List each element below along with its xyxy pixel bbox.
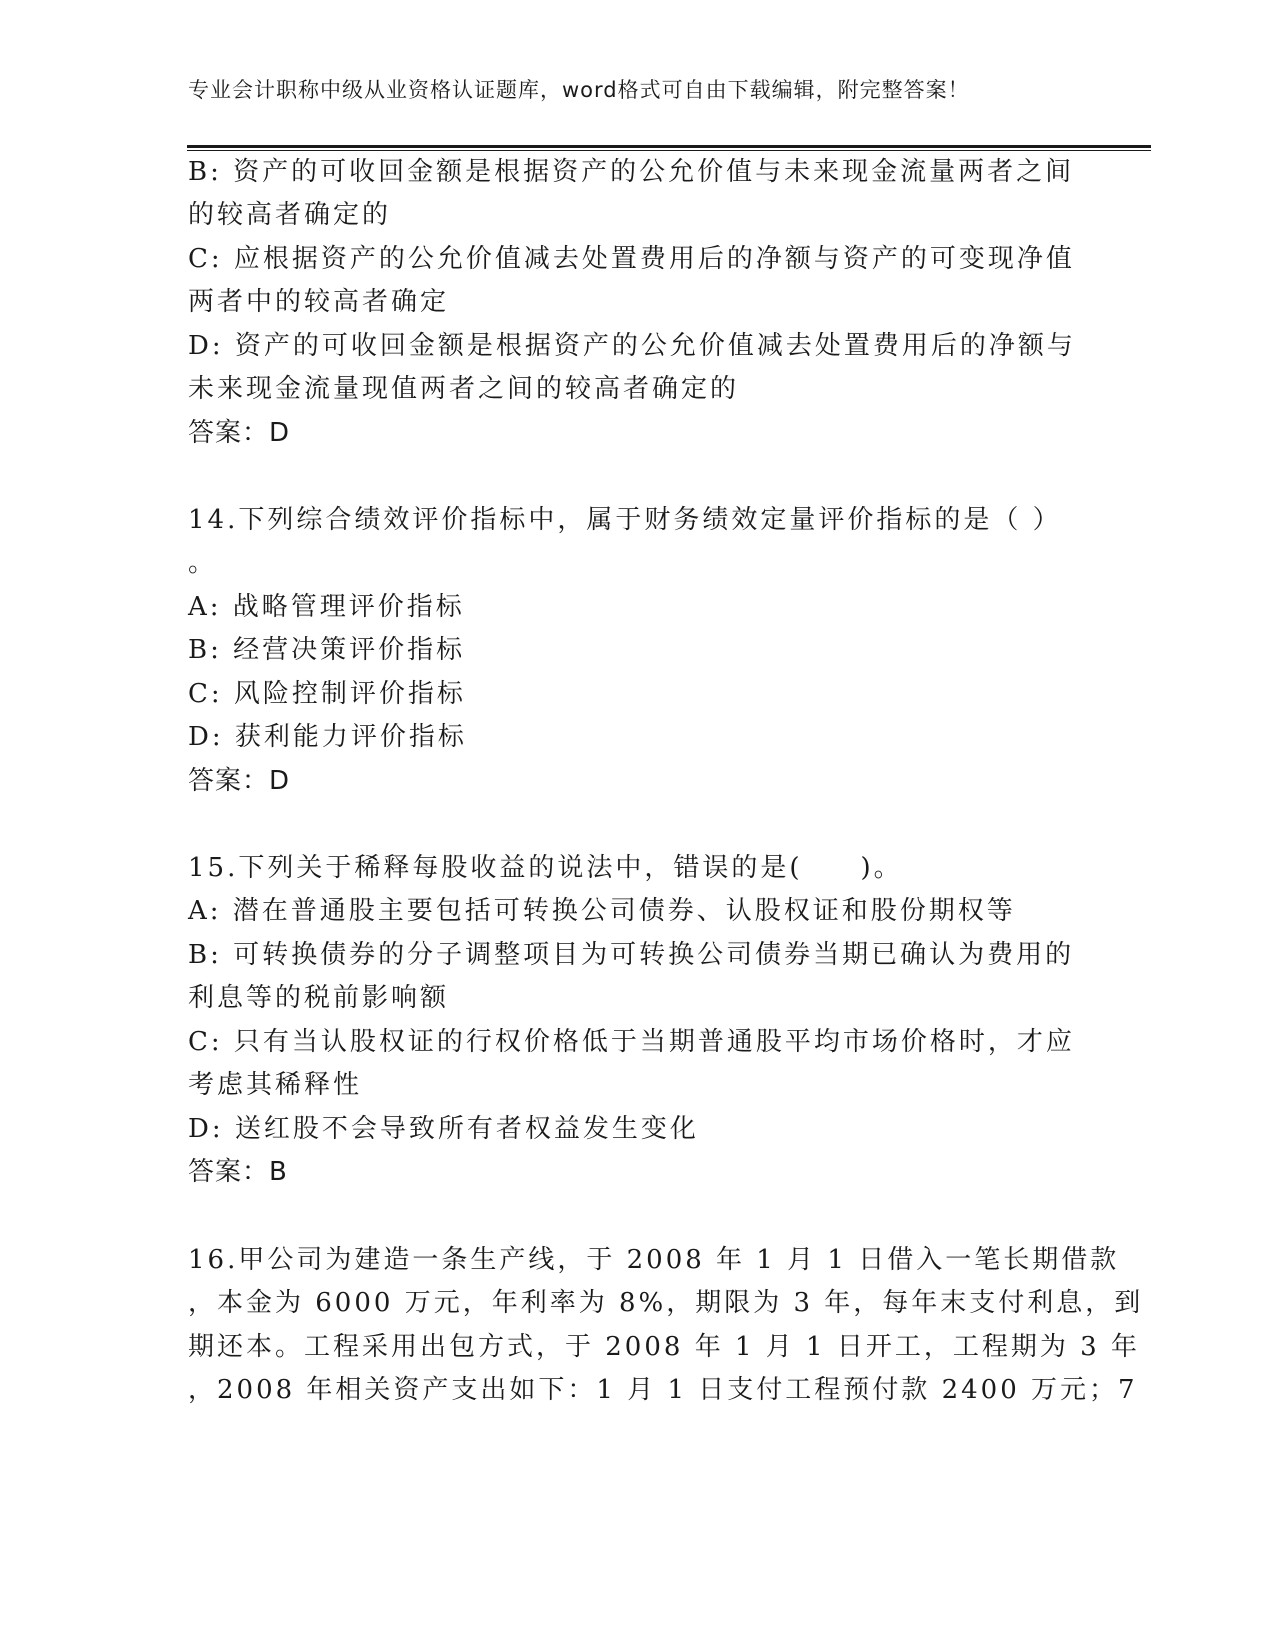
question-15-option-d: D: 送红股不会导致所有者权益发生变化 (188, 1114, 699, 1144)
question-15-option-b-line-2: 利息等的税前影响额 (188, 983, 450, 1013)
question-16-line-3: 期还本。工程采用出包方式，于 2008 年 1 月 1 日开工，工程期为 3 年 (188, 1332, 1140, 1362)
option-b-line-2: 的较高者确定的 (188, 200, 392, 230)
question-15-option-a: A: 潜在普通股主要包括可转换公司债券、认股权证和股份期权等 (188, 896, 1016, 926)
answer-15: 答案：B (188, 1157, 288, 1187)
question-16-line-4: ，2008 年相关资产支出如下：1 月 1 日支付工程预付款 2400 万元；7 (188, 1375, 1138, 1405)
option-c-line-2: 两者中的较高者确定 (188, 287, 450, 317)
question-15-option-c-line-1: C: 只有当认股权证的行权价格低于当期普通股平均市场价格时，才应 (188, 1027, 1075, 1057)
question-14-option-d: D: 获利能力评价指标 (188, 722, 467, 752)
option-d-line-1: D: 资产的可收回金额是根据资产的公允价值减去处置费用后的净额与 (188, 331, 1076, 361)
answer-13: 答案：D (188, 418, 291, 448)
question-15-option-c-line-2: 考虑其稀释性 (188, 1070, 363, 1100)
question-14-option-a: A: 战略管理评价指标 (188, 592, 465, 622)
question-15-option-b-line-1: B: 可转换债券的分子调整项目为可转换公司债券当期已确认为费用的 (188, 940, 1075, 970)
option-c-line-1: C: 应根据资产的公允价值减去处置费用后的净额与资产的可变现净值 (188, 244, 1075, 274)
option-d-line-2: 未来现金流量现值两者之间的较高者确定的 (188, 374, 740, 404)
question-15-line-1: 15.下列关于稀释每股收益的说法中，错误的是( )。 (188, 853, 903, 883)
header-rule-thin (187, 150, 1151, 151)
question-16-line-2: ，本金为 6000 万元，年利率为 8%，期限为 3 年，每年末支付利息，到 (188, 1288, 1144, 1318)
answer-14: 答案：D (188, 766, 291, 796)
option-b-line-1: B: 资产的可收回金额是根据资产的公允价值与未来现金流量两者之间 (188, 157, 1075, 187)
question-14-option-c: C: 风险控制评价指标 (188, 679, 466, 709)
question-16-line-1: 16.甲公司为建造一条生产线，于 2008 年 1 月 1 日借入一笔长期借款 (188, 1245, 1120, 1275)
page-header: 专业会计职称中级从业资格认证题库，word格式可自由下载编辑，附完整答案！ (188, 78, 970, 102)
question-14-line-1: 14.下列综合绩效评价指标中，属于财务绩效定量评价指标的是（ ） (188, 505, 1062, 535)
question-14-option-b: B: 经营决策评价指标 (188, 635, 466, 665)
question-14-line-2: 。 (188, 548, 218, 578)
header-rule-thick (187, 145, 1151, 148)
